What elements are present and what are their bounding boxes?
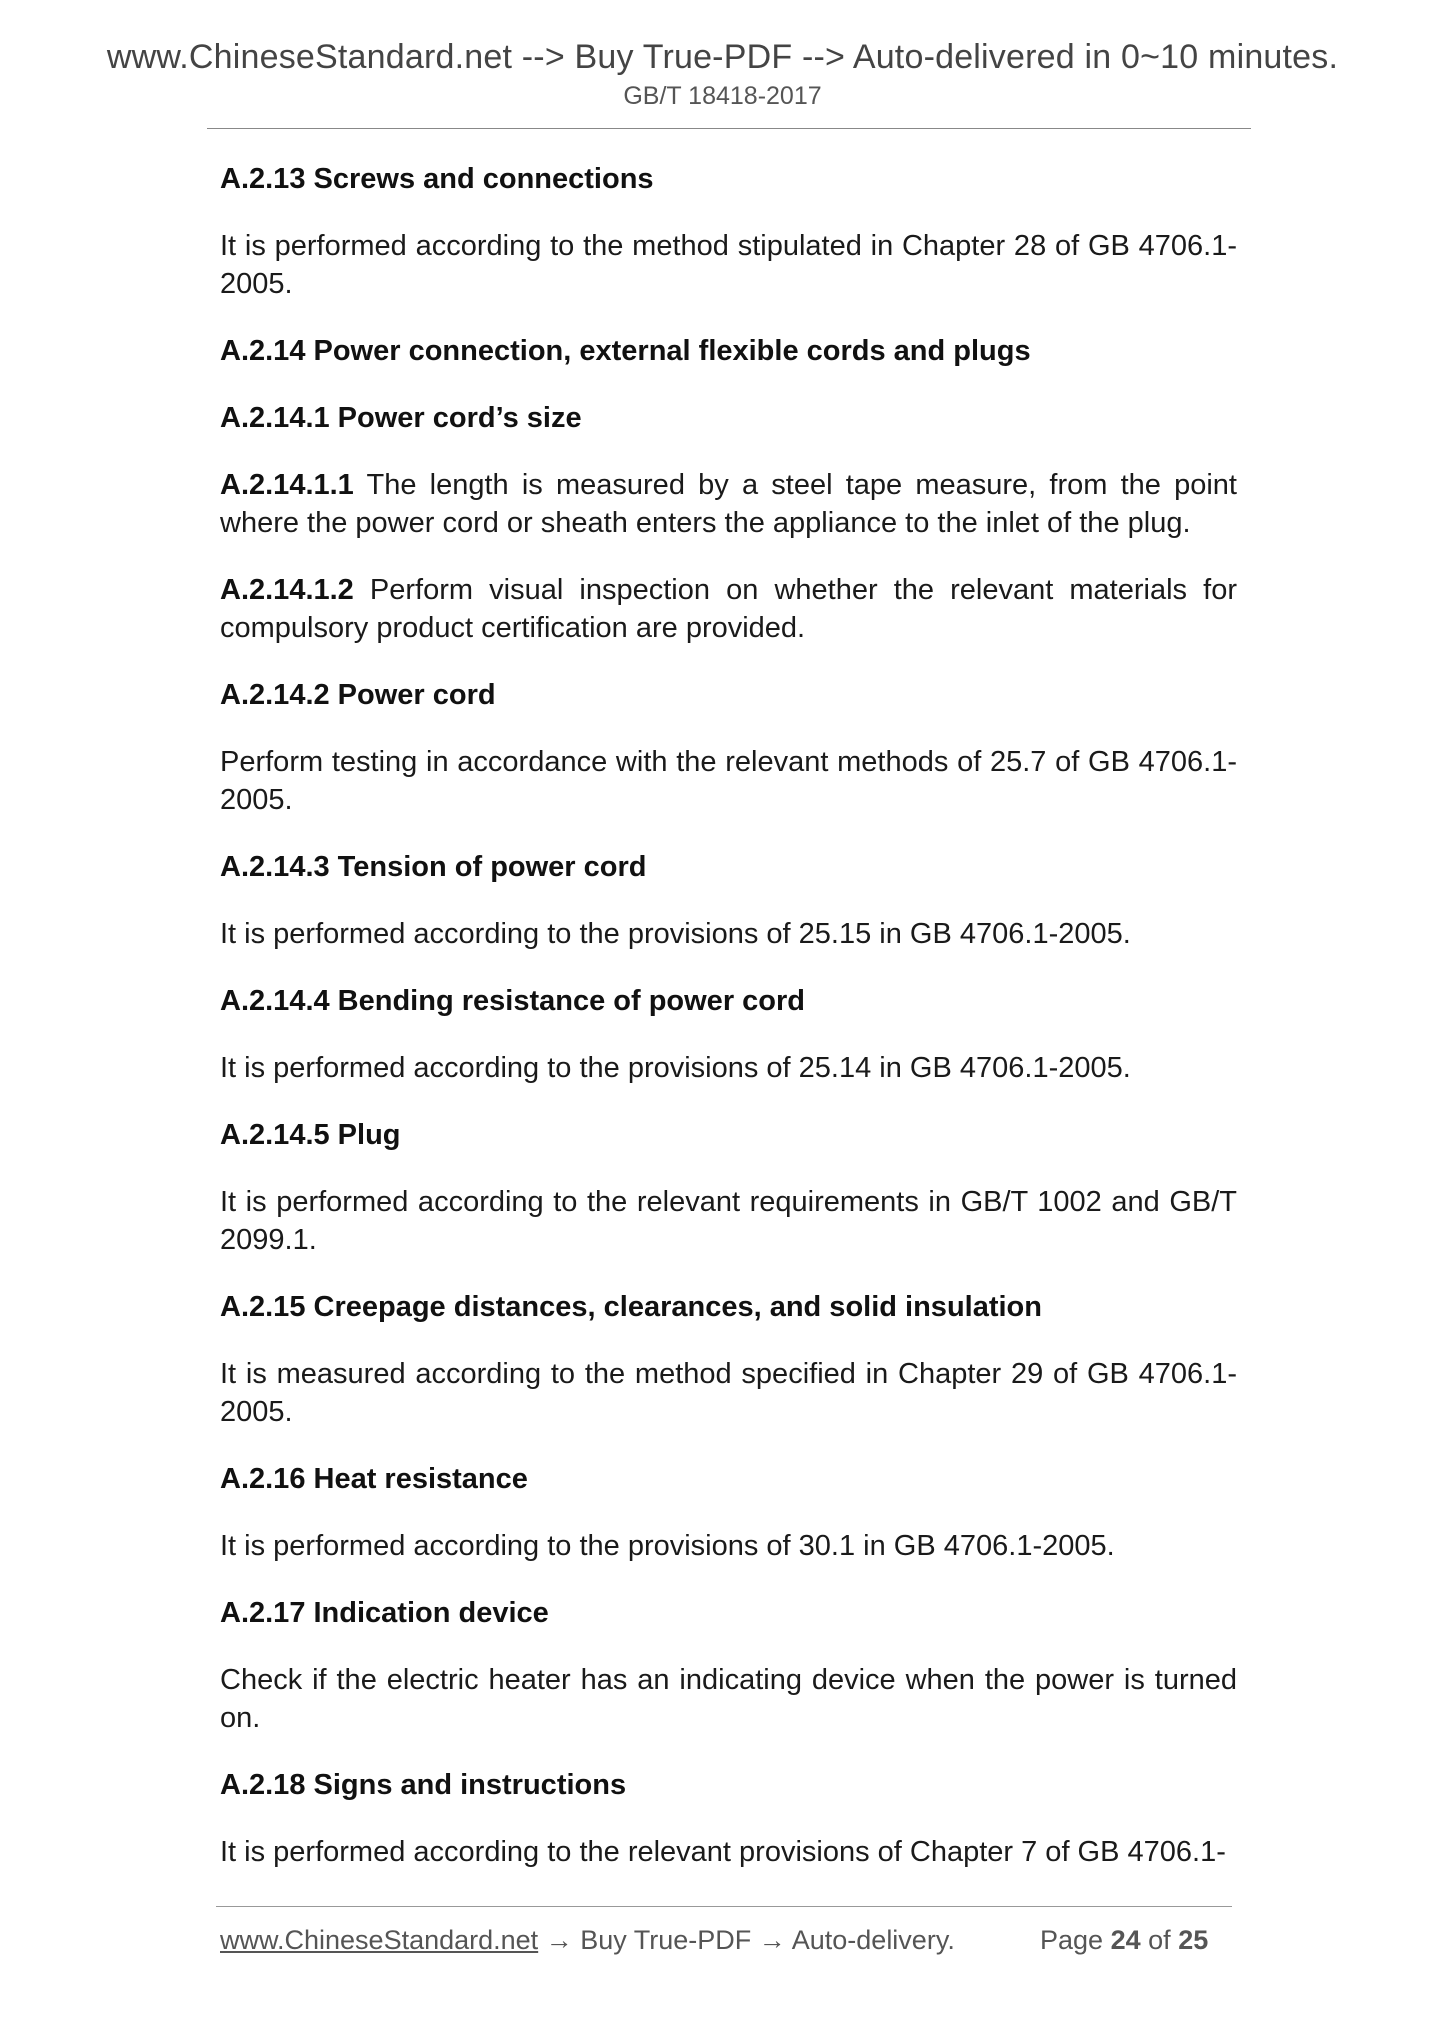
section-paragraph [220,1833,1237,1871]
paragraph-text: It is performed according to the method stipulated in Chapter 28 of GB 4706.1-2005. [220,230,1237,300]
page-label: Page [1040,1925,1104,1955]
section-heading: A.2.15 Creepage distances, clearances, and solid insulation [220,1291,1042,1323]
footer-promo-text: → Buy True-PDF → Auto-delivery. [538,1925,955,1955]
page-total: 25 [1178,1925,1209,1955]
section-heading: A.2.14.3 Tension of power cord [220,851,647,883]
page-indicator [1040,1925,1208,1956]
paragraph-text: It is measured according to the method specified in Chapter 29 of GB 4706.1-2005. [220,1358,1237,1428]
clause-number: A.2.14.1.1 [220,469,354,501]
paragraph-text: It is performed according to the relevant provisions of Chapter 7 of GB 4706.1- [220,1836,1226,1868]
section-heading: A.2.14.4 Bending resistance of power cord [220,985,805,1017]
header-banner: www.ChineseStandard.net --> Buy True-PDF --> Auto-delivered in 0~10 minutes. [106,38,1339,76]
section-heading: A.2.18 Signs and instructions [220,1769,627,1801]
section-heading: A.2.14.2 Power cord [220,679,496,711]
section-paragraph [220,1355,1237,1431]
section-paragraph [220,1527,1237,1565]
document-body [220,160,1237,1871]
section-paragraph [220,571,1237,647]
paragraph-text: It is performed according to the provisions of 30.1 in GB 4706.1-2005. [220,1530,1115,1562]
section-heading: A.2.17 Indication device [220,1597,549,1629]
header-divider [207,128,1251,129]
section-paragraph [220,915,1237,953]
page-of-label: of [1148,1925,1171,1955]
page-current: 24 [1110,1925,1141,1955]
section-heading: A.2.16 Heat resistance [220,1463,528,1495]
paragraph-text: Perform visual inspection on whether the relevant materials for compulsory product certification are provided. [220,574,1237,644]
section-heading: A.2.14 Power connection, external flexible cords and plugs [220,335,1031,367]
paragraph-text: It is performed according to the provisions of 25.14 in GB 4706.1-2005. [220,1052,1131,1084]
footer-promo [220,1925,955,1956]
section-paragraph [220,1183,1237,1259]
paragraph-text: Perform testing in accordance with the relevant methods of 25.7 of GB 4706.1-2005. [220,746,1237,816]
paragraph-text: Check if the electric heater has an indicating device when the power is turned on. [220,1664,1237,1734]
section-heading: A.2.13 Screws and connections [220,163,654,195]
section-heading: A.2.14.5 Plug [220,1119,401,1151]
document-id: GB/T 18418-2017 [623,82,822,110]
section-heading: A.2.14.1 Power cord’s size [220,402,582,434]
section-paragraph [220,1049,1237,1087]
section-paragraph [220,466,1237,542]
section-paragraph [220,1661,1237,1737]
section-paragraph [220,743,1237,819]
paragraph-text: The length is measured by a steel tape measure, from the point where the power cord or sheath enters the appliance to the inlet of the plug. [220,469,1237,539]
footer-site-link[interactable]: www.ChineseStandard.net [220,1925,539,1955]
clause-number: A.2.14.1.2 [220,574,354,606]
paragraph-text: It is performed according to the relevant requirements in GB/T 1002 and GB/T 2099.1. [220,1186,1237,1256]
paragraph-text: It is performed according to the provisions of 25.15 in GB 4706.1-2005. [220,918,1131,950]
footer-divider [216,1906,1232,1907]
section-paragraph [220,227,1237,303]
